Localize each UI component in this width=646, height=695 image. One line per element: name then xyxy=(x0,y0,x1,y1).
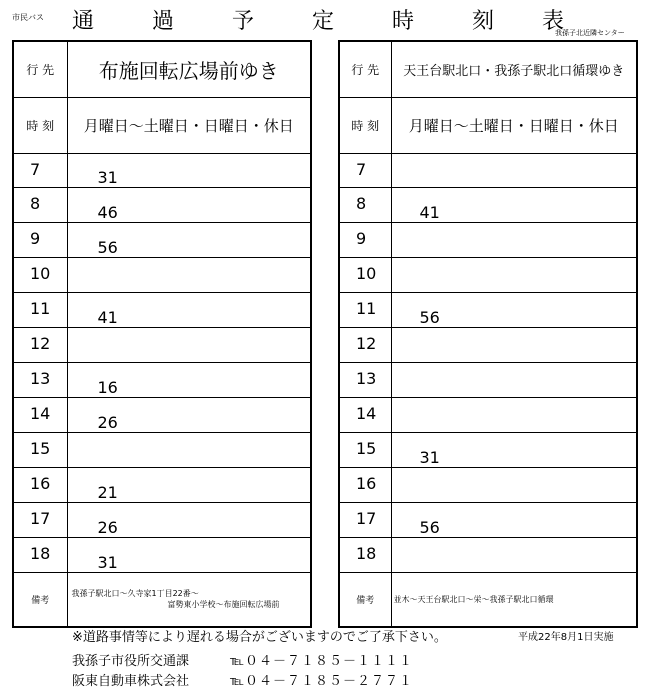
table-row xyxy=(339,327,637,362)
hour-cell: 10 xyxy=(30,263,51,283)
hour-cell: 15 xyxy=(30,438,51,458)
destination-label: 行 先 xyxy=(13,41,67,97)
hour-cell: 8 xyxy=(30,193,41,213)
minutes-cell: 31 xyxy=(97,552,118,572)
timetable-right xyxy=(338,40,638,628)
hour-cell: 7 xyxy=(356,159,367,179)
contact-name: 阪東自動車株式会社 xyxy=(72,674,190,689)
table-row xyxy=(13,537,311,572)
hour-cell: 11 xyxy=(356,298,377,318)
table-row xyxy=(13,292,311,327)
time-label: 時 刻 xyxy=(13,97,67,153)
hour-cell: 13 xyxy=(356,368,377,388)
minutes-cell: 21 xyxy=(97,482,118,502)
title-char: 表 xyxy=(542,9,565,34)
hour-cell: 17 xyxy=(30,508,51,528)
route-note-line: 我孫子駅北口～久寺家1丁目22番～ xyxy=(71,589,199,599)
hour-cell: 8 xyxy=(356,193,367,213)
hour-cell: 10 xyxy=(356,263,377,283)
time-label: 時 刻 xyxy=(339,97,391,153)
hour-cell: 13 xyxy=(30,368,51,388)
minutes-cell: 56 xyxy=(419,517,440,537)
timetable-left xyxy=(12,40,312,628)
minutes-cell: 31 xyxy=(97,167,118,187)
service-days: 月曜日～土曜日・日曜日・休日 xyxy=(391,97,637,153)
hour-cell: 12 xyxy=(356,333,377,353)
table-row xyxy=(13,397,311,432)
hour-cell: 15 xyxy=(356,438,377,458)
minutes-cell: 46 xyxy=(97,202,118,222)
hour-cell: 12 xyxy=(30,333,51,353)
table-row xyxy=(13,362,311,397)
effective-date: 平成22年8月1日実施 xyxy=(518,632,614,643)
minutes-cell: 26 xyxy=(97,412,118,432)
table-row xyxy=(339,397,637,432)
hour-cell: 16 xyxy=(30,473,51,493)
table-row xyxy=(13,222,311,257)
hour-cell: 17 xyxy=(356,508,377,528)
contact-name: 我孫子市役所交通課 xyxy=(72,654,190,669)
hour-cell: 18 xyxy=(30,543,51,563)
bus-category-label: 市民バス xyxy=(12,13,44,22)
table-row xyxy=(13,432,311,467)
table-row xyxy=(13,502,311,537)
table-row xyxy=(339,153,637,187)
table-row xyxy=(339,187,637,222)
route-note-line: 富勢東小学校～布施回転広場前 xyxy=(167,600,280,610)
title-char: 時 xyxy=(392,9,415,34)
organization-name: 我孫子北近隣センター xyxy=(555,29,625,37)
contact-phone: ℡０４－７１８５－２７７１ xyxy=(230,674,413,689)
table-row xyxy=(13,187,311,222)
title-char: 予 xyxy=(232,9,255,34)
table-row xyxy=(339,502,637,537)
title-char: 過 xyxy=(152,9,175,34)
service-days: 月曜日～土曜日・日曜日・休日 xyxy=(67,97,311,153)
minutes-cell: 56 xyxy=(97,237,118,257)
table-row xyxy=(13,153,311,187)
destination-value: 天王台駅北口・我孫子駅北口循環ゆき xyxy=(391,41,637,97)
destination-label: 行 先 xyxy=(339,41,391,97)
table-row xyxy=(13,327,311,362)
table-row xyxy=(339,222,637,257)
hour-cell: 11 xyxy=(30,298,51,318)
hour-cell: 16 xyxy=(356,473,377,493)
table-row xyxy=(13,467,311,502)
page-title xyxy=(72,4,565,34)
minutes-cell: 26 xyxy=(97,517,118,537)
notes-label: 備考 xyxy=(13,572,67,627)
minutes-cell: 41 xyxy=(419,202,440,222)
contact-phone: ℡０４－７１８５－１１１１ xyxy=(230,654,413,669)
hour-cell: 9 xyxy=(30,228,41,248)
table-row xyxy=(339,467,637,502)
hour-cell: 9 xyxy=(356,228,367,248)
table-row xyxy=(339,362,637,397)
minutes-cell: 16 xyxy=(97,377,118,397)
table-row xyxy=(339,432,637,467)
route-note-line: 並木～天王台駅北口～栄～我孫子駅北口循環 xyxy=(393,594,554,604)
delay-notice: ※道路事情等により遅れる場合がございますのでご了承下さい。 xyxy=(72,630,447,645)
minutes-cell: 31 xyxy=(419,447,440,467)
title-char: 通 xyxy=(72,9,95,34)
destination-value: 布施回転広場前ゆき xyxy=(67,41,311,97)
minutes-cell: 41 xyxy=(97,307,118,327)
table-row xyxy=(339,537,637,572)
hour-cell: 18 xyxy=(356,543,377,563)
hour-cell: 14 xyxy=(30,403,51,423)
title-char: 刻 xyxy=(472,9,495,34)
table-row xyxy=(13,257,311,292)
title-char: 定 xyxy=(312,9,335,34)
notes-label: 備考 xyxy=(339,572,391,627)
table-row xyxy=(339,257,637,292)
table-row xyxy=(339,292,637,327)
minutes-cell: 56 xyxy=(419,307,440,327)
hour-cell: 14 xyxy=(356,403,377,423)
hour-cell: 7 xyxy=(30,159,41,179)
